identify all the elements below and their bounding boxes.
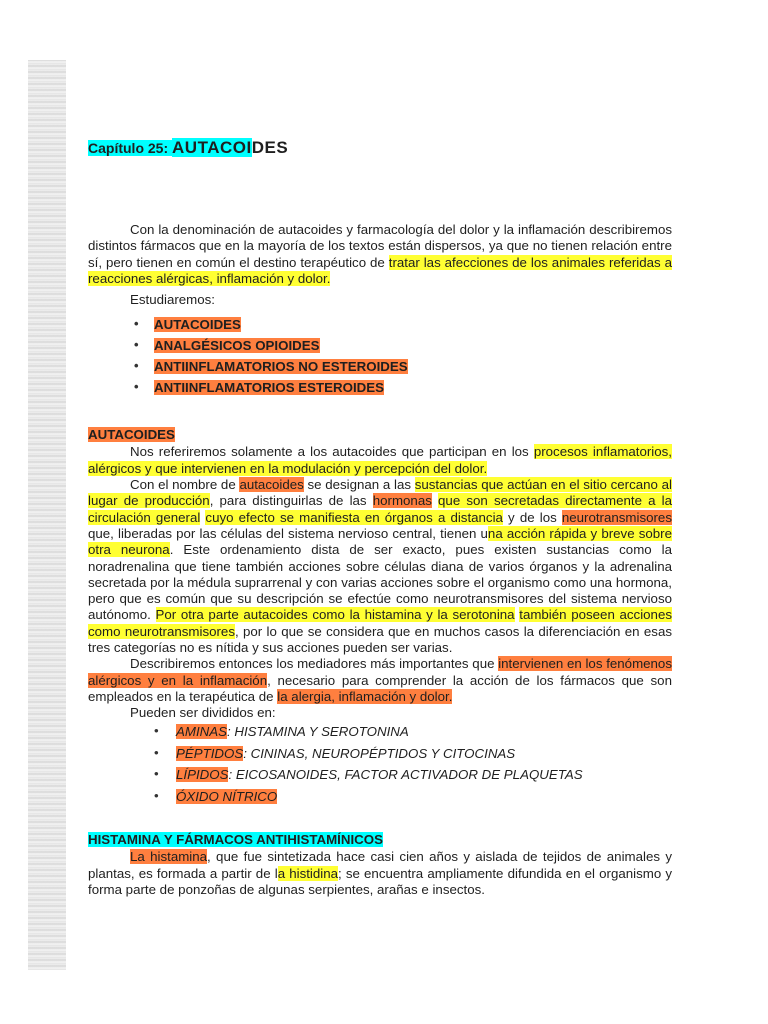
intro-highlight: tratar las afecciones de los animales referidas a reacciones alérgicas, inflamación y dolor. <box>88 254 673 286</box>
text: y de los <box>502 509 562 525</box>
mediator-category: AMINAS <box>176 724 227 740</box>
study-item-label: ANTIINFLAMATORIOS ESTEROIDES <box>154 380 384 396</box>
list-item <box>176 721 672 743</box>
chapter-title-highlight: AUTACOI <box>172 138 252 157</box>
scan-edge-shadow <box>28 60 66 970</box>
mediator-category: ÓXIDO NÍTRICO <box>176 788 278 804</box>
highlight: intervienen en los fenómenos alérgicos y en la inflamación <box>88 656 672 688</box>
text: ; se encuentra ampliamente difundida en el organismo y forma parte de ponzoñas de algunas serpientes, arañas e insectos. <box>88 865 673 897</box>
section1-paragraph-4: Pueden ser divididos en: <box>130 705 276 721</box>
highlight: Por otra parte autacoides como la histamina y la serotonina <box>155 607 515 623</box>
list-item <box>154 377 672 398</box>
list-item <box>176 743 672 765</box>
text: , que fue sintetizada hace casi cien años y aislada de tejidos de animales y plantas, es formada a partir de l <box>88 849 672 881</box>
mediator-category: PÉPTIDOS <box>176 745 244 761</box>
list-item <box>176 786 672 808</box>
text: . Este ordenamiento dista de ser exacto, pues existen sustancias como la noradrenalina que tiene también acciones sobre células diana de varios órganos y la adrenalina secretada por la médula suprarrenal y con varias acciones sobre el organismo como una hormona, pero que es común que su descripción se efectúe como neurotransmisores del sistema nervioso autónomo. <box>88 542 673 623</box>
study-item-label: AUTACOIDES <box>154 317 241 333</box>
section2-paragraph-1 <box>88 849 672 898</box>
chapter-title <box>88 138 672 158</box>
text: Nos referiremos solamente a los autacoides que participan en los <box>130 444 534 460</box>
document-page <box>88 138 672 898</box>
highlight: también poseen acciones como neurotransmisores <box>88 607 672 639</box>
highlight: neurotransmisores <box>561 509 672 525</box>
chapter-prefix: Capítulo 25: <box>88 140 173 156</box>
text: Con el nombre de <box>130 477 240 493</box>
text: , por lo que se considera que en muchos casos la diferenciación en esas tres categorías no es nítida y sus acciones pueden ser varias. <box>88 623 672 656</box>
study-item-label: ANALGÉSICOS OPIOIDES <box>154 338 320 354</box>
text: , para distinguirlas de las <box>209 493 373 509</box>
highlight: cuyo efecto se manifiesta en órganos a distancia <box>205 509 503 525</box>
list-item <box>154 356 672 377</box>
highlight: la alergia, inflamación y dolor. <box>277 688 453 704</box>
highlight: procesos inflamatorios, alérgicos y que intervienen en la modulación y percepción del dolor. <box>88 444 672 476</box>
section1-paragraph-3 <box>88 656 672 705</box>
chapter-title-rest: DES <box>251 138 289 157</box>
intro-paragraph <box>88 222 672 287</box>
list-item <box>154 335 672 356</box>
highlight: a histidina <box>277 865 339 881</box>
section-heading-autacoides <box>88 426 672 444</box>
mediators-list <box>88 721 672 807</box>
highlight: La histamina <box>130 849 208 865</box>
text: , necesario para comprender la acción de los fármacos que son empleados en la terapéutica de <box>88 672 672 704</box>
highlight: hormonas <box>372 493 432 509</box>
mediator-members: : HISTAMINA Y SEROTONINA <box>226 724 409 740</box>
highlight: sustancias que actúan en el sitio cercano al lugar de producción <box>88 477 672 509</box>
study-list <box>88 314 672 398</box>
study-item-label: ANTIINFLAMATORIOS NO ESTEROIDES <box>154 359 408 375</box>
highlight: que son secretadas directamente a la circulación general <box>88 493 673 525</box>
text: se designan a las <box>303 477 415 493</box>
section-heading-histamina <box>88 831 672 849</box>
section-title: HISTAMINA Y FÁRMACOS ANTIHISTAMÍNICOS <box>88 832 383 848</box>
list-item <box>176 764 672 786</box>
highlight: na acción rápida y breve sobre otra neurona <box>88 525 672 558</box>
section1-paragraph-1 <box>88 444 672 477</box>
mediator-members: : EICOSANOIDES, FACTOR ACTIVADOR DE PLAQUETAS <box>228 767 583 783</box>
highlight: autacoides <box>239 477 304 493</box>
intro-text: Con la denominación de autacoides y farmacología del dolor y la inflamación describiremos distintos fármacos que en la mayoría de los textos están dispersos, ya que no tienen relación entre sí, pero tienen en común el destino terapéutico de <box>88 222 672 270</box>
mediator-category: LÍPIDOS <box>176 767 229 783</box>
text: que, liberadas por las células del sistema nervioso central, tienen u <box>88 525 488 541</box>
list-item <box>154 314 672 335</box>
text: Describiremos entonces los mediadores más importantes que <box>130 656 499 672</box>
mediator-members: : CININAS, NEUROPÉPTIDOS Y CITOCINAS <box>243 745 516 761</box>
section-title: AUTACOIDES <box>88 427 175 443</box>
section1-paragraph-2 <box>88 477 672 656</box>
study-label: Estudiaremos: <box>130 292 215 308</box>
